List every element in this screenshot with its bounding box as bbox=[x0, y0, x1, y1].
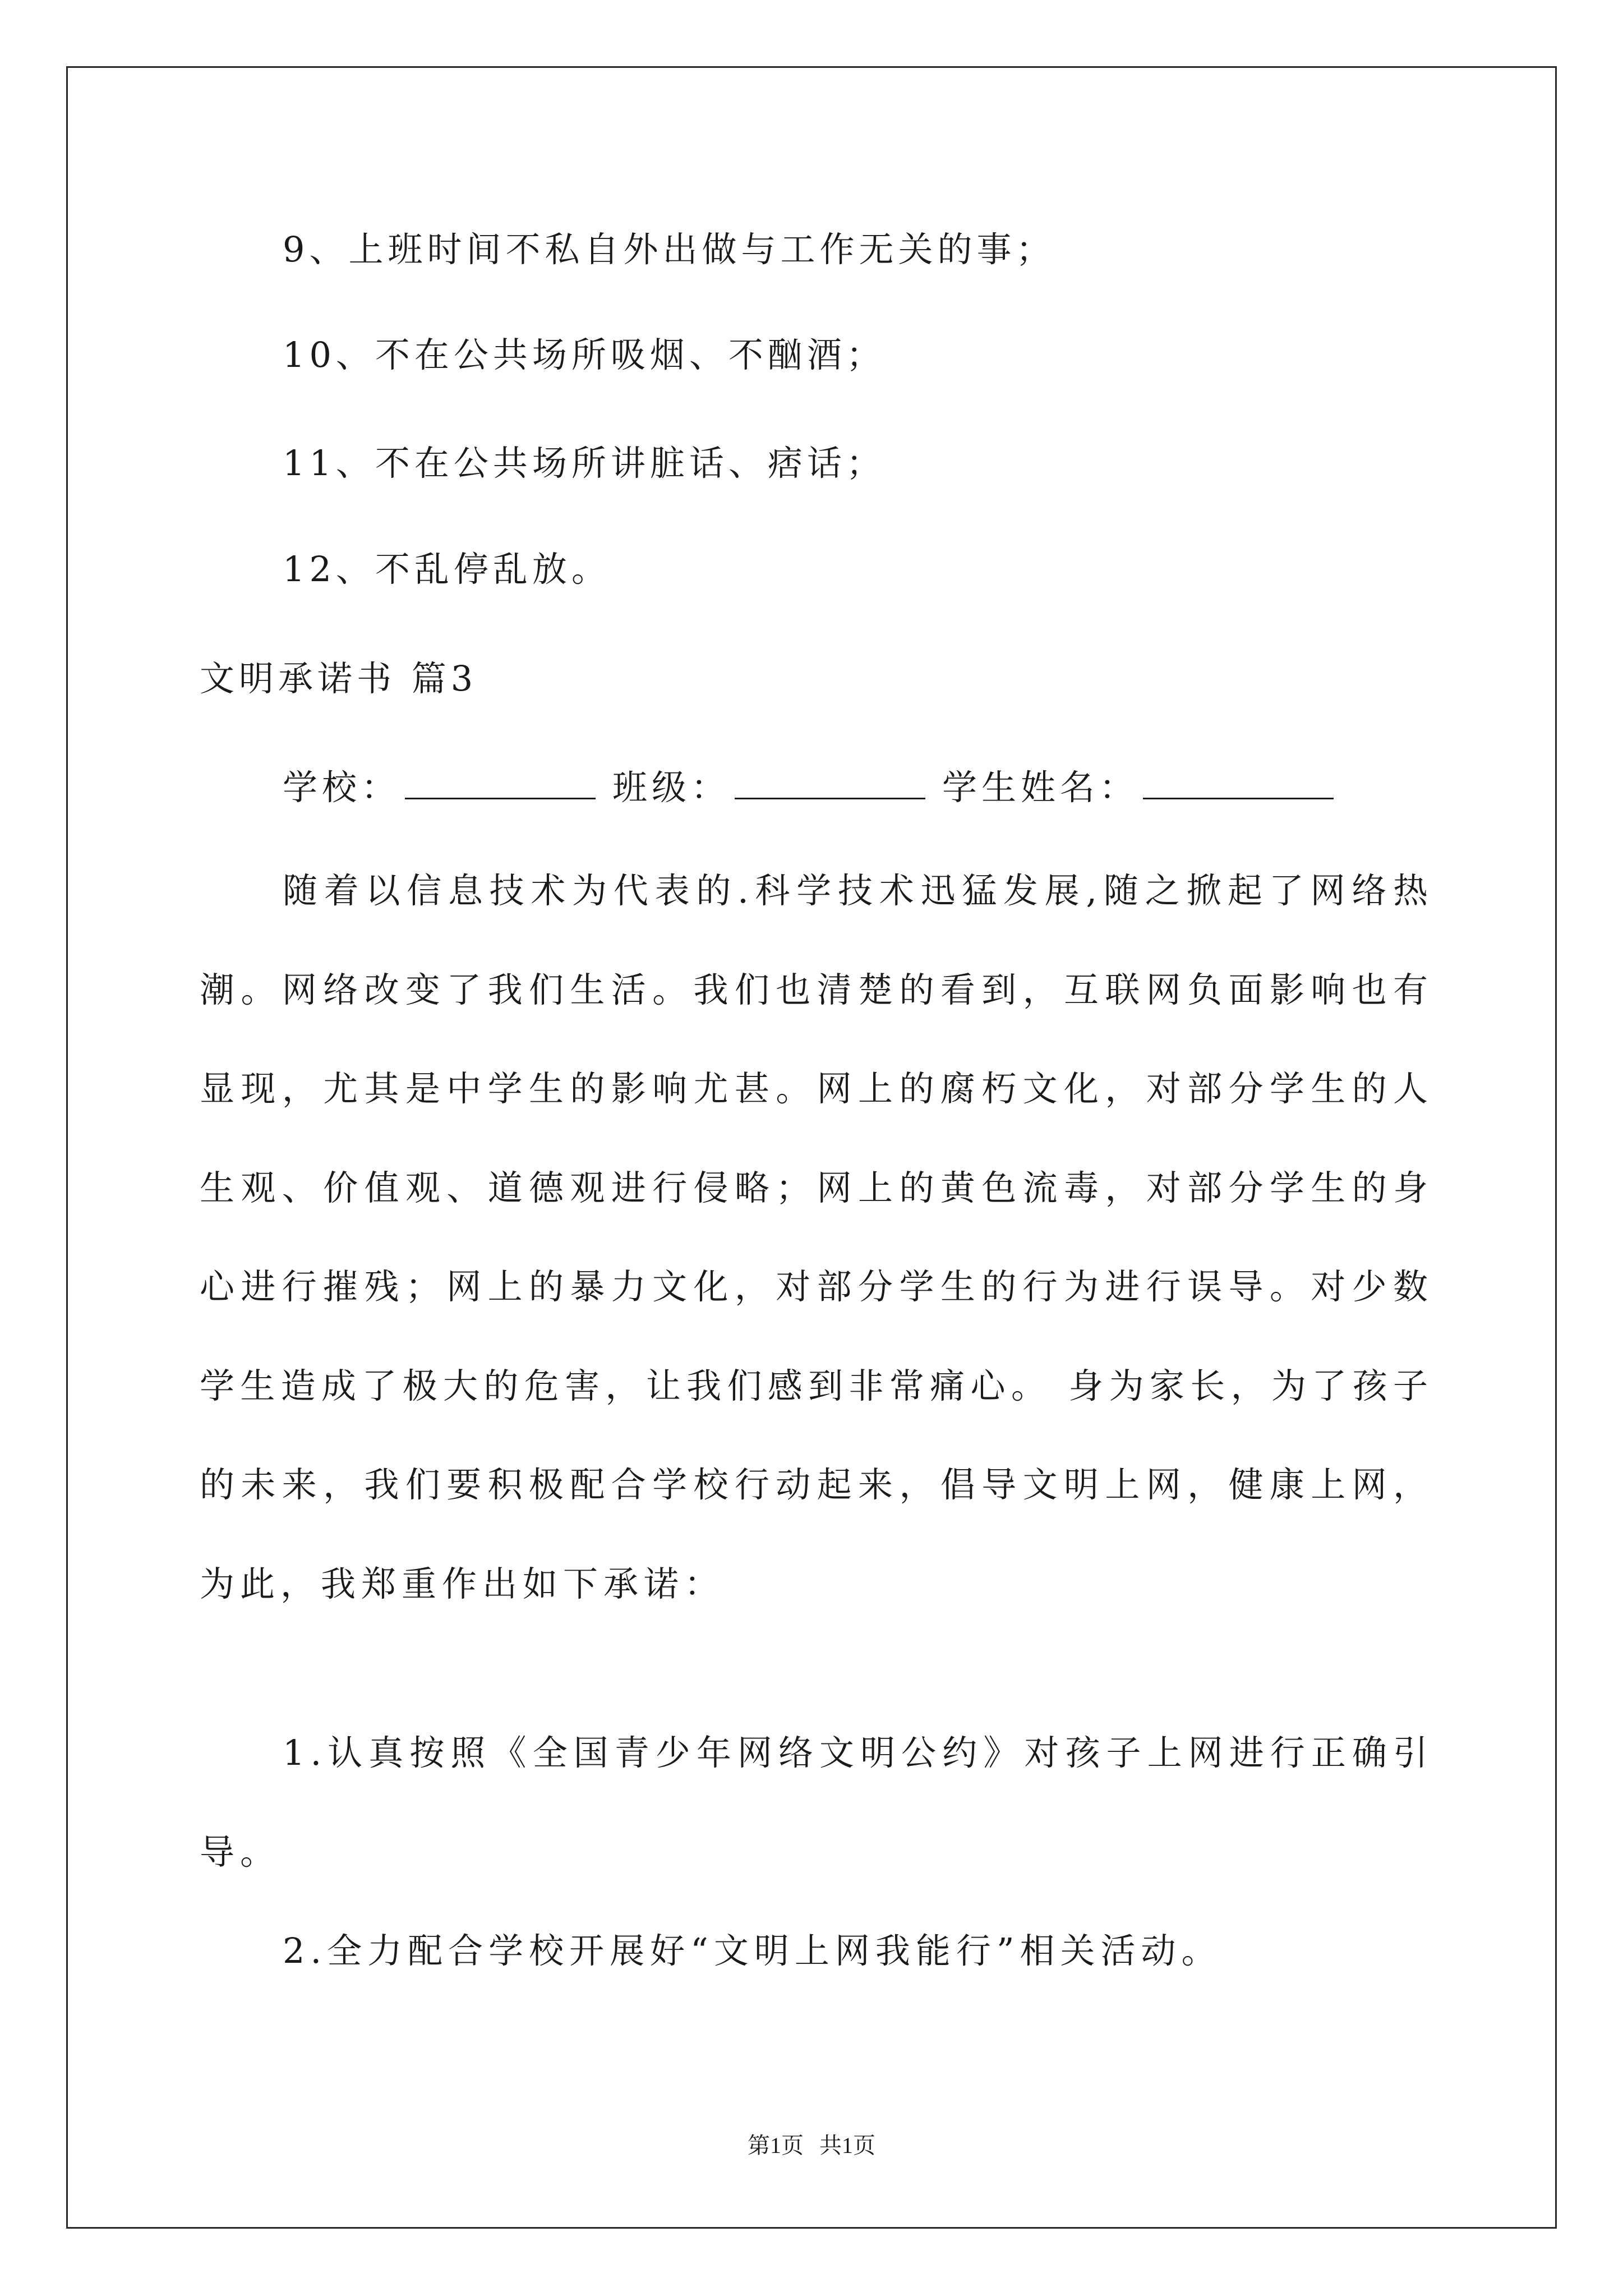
promise-item: 2.全力配合学校开展好“文明上网我能行”相关活动。 bbox=[283, 1930, 1222, 1971]
student-name-label: 学生姓名： bbox=[942, 767, 1139, 808]
page-total: 共1页 bbox=[819, 2133, 875, 2158]
student-name-blank bbox=[1143, 765, 1334, 799]
school-blank bbox=[405, 765, 596, 799]
section-heading: 文明承诺书 篇3 bbox=[200, 658, 478, 699]
list-item: 12、不乱停乱放。 bbox=[283, 549, 611, 590]
list-item: 11、不在公共场所讲脏话、痞话； bbox=[283, 443, 886, 484]
page-current: 第1页 bbox=[748, 2133, 804, 2158]
school-label: 学校： bbox=[283, 767, 401, 808]
page-footer bbox=[0, 2132, 1623, 2160]
list-item: 9、上班时间不私自外出做与工作无关的事； bbox=[283, 229, 1055, 270]
promise-item: 1.认真按照《全国青少年网络文明公约》对孩子上网进行正确引导。 bbox=[200, 1732, 1433, 1872]
class-blank bbox=[735, 765, 925, 799]
class-label: 班级： bbox=[612, 767, 731, 808]
list-item: 10、不在公共场所吸烟、不酗酒； bbox=[283, 334, 886, 375]
student-info-fields bbox=[283, 765, 1350, 810]
intro-paragraph: 随着以信息技术为代表的.科学技术迅猛发展,随之掀起了网络热潮。网络改变了我们生活。我们也清楚的看到，互联网负面影响也有显现，尤其是中学生的影响尤甚。网上的腐朽文化，对部分学生的人生观、价值观、道德观进行侵略；网上的黄色流毒，对部分学生的身心进行摧残；网上的暴力文化，对部分学生的行为进行误导。对少数学生造成了极大的危害，让我们感到非常痛心。 身为家长，为了孩子的未来，我们要积极配合学校行动起来，倡导文明上网，健康上网，为此，我郑重作出如下承诺： bbox=[200, 870, 1433, 1604]
